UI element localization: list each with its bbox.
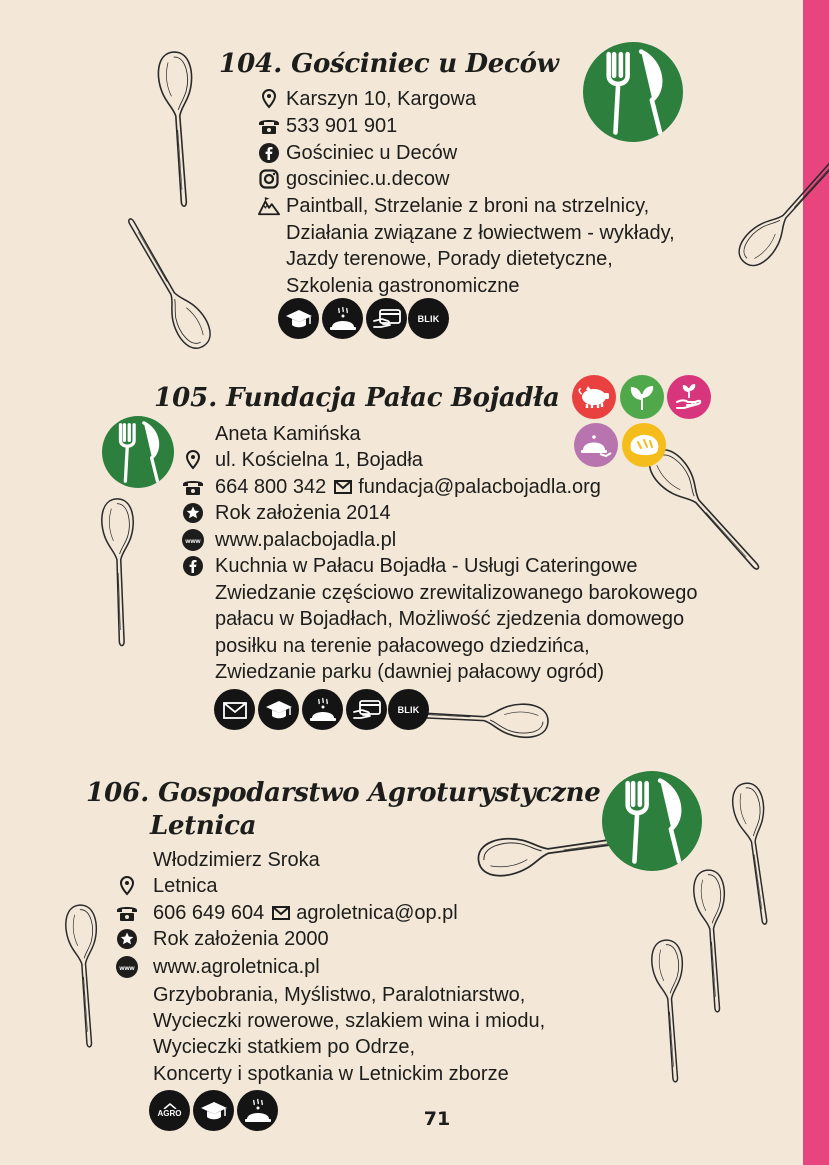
cloche-icon	[574, 423, 618, 467]
star-badge-icon	[182, 502, 204, 524]
entry-name: Gościniec u Deców	[291, 49, 559, 79]
hand-plant-icon	[667, 375, 711, 419]
address-row	[258, 86, 476, 112]
food-cloche-icon	[302, 689, 343, 730]
star-badge-icon	[116, 928, 138, 950]
www-icon	[182, 529, 204, 551]
pig-icon	[572, 375, 616, 419]
attractions-row	[258, 193, 649, 219]
website-row	[116, 954, 320, 980]
card-payment-icon	[366, 298, 407, 339]
blik-label: BLIK	[417, 313, 440, 324]
instagram-text[interactable]: gosciniec.u.decow	[286, 168, 450, 190]
location-pin-icon	[116, 875, 138, 897]
entry-number: 105.	[154, 383, 218, 413]
website-text[interactable]: www.agroletnica.pl	[153, 956, 320, 978]
attraction-line: posiłku na terenie pałacowego dziedzińca,	[215, 635, 590, 657]
address-text: ul. Kościelna 1, Bojadła	[215, 449, 423, 471]
email-text[interactable]: fundacja@palacbojadla.org	[358, 476, 601, 498]
facebook-icon	[258, 142, 280, 164]
attraction-line: Paintball, Strzelanie z broni na strzelnicy,	[286, 195, 650, 217]
blik-label: BLIK	[397, 704, 420, 715]
graduation-cap-icon	[258, 689, 299, 730]
entry-number: 104.	[219, 49, 283, 79]
spoon-illustration	[116, 211, 217, 354]
website-text[interactable]: www.palacbojadla.pl	[215, 529, 397, 551]
location-pin-icon	[182, 449, 204, 471]
facebook-icon	[182, 555, 204, 577]
attraction-line: Jazdy terenowe, Porady dietetyczne,	[286, 248, 613, 270]
spoon-illustration	[64, 904, 104, 1048]
facebook-row	[258, 140, 457, 166]
agro-icon	[149, 1090, 190, 1131]
contact-person: Aneta Kamińska	[215, 423, 361, 445]
fork-knife-icon	[583, 42, 683, 142]
entry-106-title	[86, 778, 600, 809]
graduation-cap-icon	[278, 298, 319, 339]
bread-icon	[622, 423, 666, 467]
page-number: 71	[423, 1108, 451, 1130]
phone-text[interactable]: 533 901 901	[286, 115, 398, 137]
svg-text:www: www	[185, 538, 201, 545]
spoon-illustration	[101, 498, 137, 646]
entry-105-title	[154, 383, 560, 414]
www-icon	[116, 956, 138, 978]
spoon-illustration	[642, 443, 770, 580]
contact-person: Włodzimierz Sroka	[153, 849, 320, 871]
graduation-cap-icon	[193, 1090, 234, 1131]
facebook-text[interactable]: Kuchnia w Pałacu Bojadła - Usługi Cateringowe	[215, 555, 638, 577]
attraction-line: Wycieczki statkiem po Odrze,	[153, 1036, 416, 1058]
fork-knife-icon	[602, 771, 702, 871]
address-text: Letnica	[153, 875, 218, 897]
attraction-line: Koncerty i spotkania w Letnickim zborze	[153, 1063, 509, 1085]
food-badge	[602, 771, 702, 871]
instagram-row	[258, 166, 449, 192]
entry-name-line1: Gospodarstwo Agroturystyczne	[158, 778, 601, 808]
attraction-line: Działania związane z łowiectwem - wykłady,	[286, 222, 675, 244]
food-cloche-icon	[237, 1090, 278, 1131]
card-payment-icon	[346, 689, 387, 730]
envelope-icon	[272, 906, 290, 920]
food-badge	[583, 42, 683, 142]
attraction-line: Zwiedzanie częściowo zrewitalizowanego barokowego	[215, 582, 698, 604]
phone-icon	[258, 115, 280, 137]
spoon-illustration	[157, 51, 201, 207]
phone-row	[116, 900, 458, 926]
address-row	[116, 873, 218, 899]
envelope-icon	[214, 689, 255, 730]
attraction-line: pałacu w Bojadłach, Możliwość zjedzenia domowego	[215, 608, 685, 630]
address-text: Karszyn 10, Kargowa	[286, 88, 477, 110]
phone-row	[258, 113, 397, 139]
location-pin-icon	[258, 88, 280, 110]
fork-knife-icon	[102, 416, 174, 488]
founded-text: Rok założenia 2014	[215, 502, 391, 524]
spoon-illustration	[692, 869, 732, 1013]
envelope-icon	[334, 480, 352, 494]
email-text[interactable]: agroletnica@op.pl	[296, 902, 458, 924]
phone-icon	[182, 476, 204, 498]
food-badge	[102, 416, 174, 488]
phone-text[interactable]: 664 800 342	[215, 476, 327, 498]
facebook-row	[182, 553, 637, 579]
spoon-illustration	[650, 939, 690, 1083]
entry-104-title	[219, 49, 559, 80]
phone-icon	[116, 902, 138, 924]
spoon-illustration	[730, 781, 780, 926]
founded-row	[182, 500, 391, 526]
attraction-line: Wycieczki rowerowe, szlakiem wina i miodu,	[153, 1010, 546, 1032]
blik-icon	[408, 298, 449, 339]
website-row	[182, 527, 396, 553]
founded-row	[116, 926, 329, 952]
phone-text[interactable]: 606 649 604	[153, 902, 265, 924]
spoon-illustration	[732, 142, 829, 272]
attraction-line: Grzybobrania, Myślistwo, Paralotniarstwo,	[153, 984, 526, 1006]
address-row	[182, 447, 423, 473]
attraction-line: Zwiedzanie parku (dawniej pałacowy ogród)	[215, 661, 605, 683]
entry-number: 106.	[86, 778, 150, 808]
instagram-icon	[258, 168, 280, 190]
founded-text: Rok założenia 2000	[153, 928, 329, 950]
facebook-text[interactable]: Gościniec u Deców	[286, 142, 458, 164]
entry-name: Fundacja Pałac Bojadła	[226, 383, 560, 413]
phone-row	[182, 474, 601, 500]
attraction-line: Szkolenia gastronomiczne	[286, 275, 520, 297]
blik-icon	[388, 689, 429, 730]
agro-label: AGRO	[157, 1109, 182, 1118]
leaves-icon	[620, 375, 664, 419]
entry-name-line2: Letnica	[150, 811, 257, 841]
mountain-icon	[258, 195, 280, 217]
svg-text:www: www	[119, 965, 135, 972]
food-cloche-icon	[322, 298, 363, 339]
